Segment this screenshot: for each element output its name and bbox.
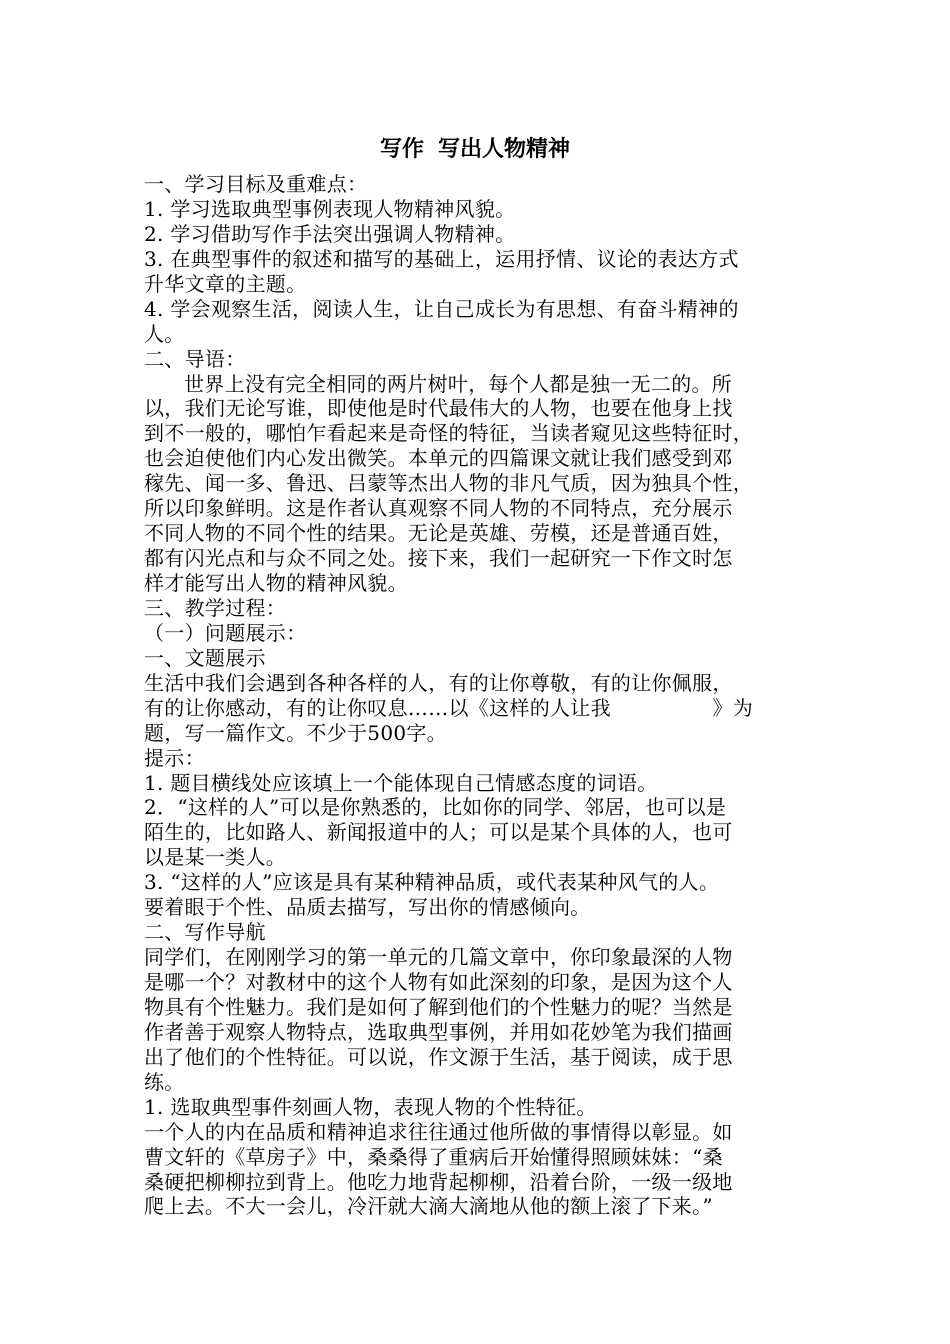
text-line: 以，我们无论写谁，即使他是时代最伟大的人物，也要在他身上找	[144, 396, 733, 421]
goal-item-4: 4. 学会观察生活，阅读人生，让自己成长为有思想、有奋斗精神的	[144, 296, 739, 321]
text-line: 以是某一类人。	[144, 845, 287, 870]
text-line: 曹文轩的《草房子》中，桑桑得了重病后开始懂得照顾妹妹：“桑	[144, 1144, 723, 1169]
hint-item-2: 2．“这样的人”可以是你熟悉的，比如你的同学、邻居，也可以是	[144, 795, 727, 820]
text-line: 练。	[144, 1069, 185, 1094]
subsection-heading: 一、文题展示	[144, 645, 266, 670]
text-line: 到不一般的，哪怕乍看起来是奇怪的特征，当读者窥见这些特征时，	[144, 421, 753, 446]
goal-item-1: 1. 学习选取典型事例表现人物精神风貌。	[144, 196, 516, 221]
text-line: 作者善于观察人物特点，选取典型事例，并用如花妙笔为我们描画	[144, 1019, 733, 1044]
title-part-2: 写出人物精神	[438, 137, 571, 162]
text-line: 生活中我们会遇到各种各样的人，有的让你尊敬，有的让你佩服，	[144, 670, 733, 695]
text-line: 桑硬把柳柳拉到背上。他吃力地背起柳柳，沿着台阶，一级一级地	[144, 1169, 733, 1194]
text-line: 物具有个性魅力。我们是如何了解到他们的个性魅力的呢？当然是	[144, 994, 733, 1019]
text-line: 也会迫使他们内心发出微笑。本单元的四篇课文就让我们感受到邓	[144, 446, 733, 471]
subsection-heading: （一）问题展示：	[144, 620, 307, 645]
text-line: 人。	[144, 321, 185, 346]
intro-paragraph-first-line: 世界上没有完全相同的两片树叶，每个人都是独一无二的。所	[184, 371, 733, 396]
text-line: 样才能写出人物的精神风貌。	[144, 571, 408, 595]
text-line: 有的让你感动，有的让你叹息……以《这样的人让我 》为	[144, 695, 753, 720]
text-line: 是哪一个？对教材中的这个人物有如此深刻的印象，是因为这个人	[144, 970, 733, 994]
method-item-1: 1. 选取典型事件刻画人物，表现人物的个性特征。	[144, 1094, 597, 1119]
subsection-heading: 二、写作导航	[144, 920, 266, 945]
text-line: 不同人物的不同个性的结果。无论是英雄、劳模，还是普通百姓，	[144, 521, 733, 546]
hint-item-1: 1. 题目横线处应该填上一个能体现自己情感态度的词语。	[144, 770, 658, 795]
text-line: 都有闪光点和与众不同之处。接下来，我们一起研究一下作文时怎	[144, 546, 733, 571]
text-line: 题，写一篇作文。不少于500字。	[144, 720, 447, 745]
text-line: 稼先、闻一多、鲁迅、吕蒙等杰出人物的非凡气质，因为独具个性，	[144, 471, 753, 496]
title-part-1: 写作	[379, 137, 424, 162]
section-heading-process: 三、教学过程：	[144, 595, 287, 620]
text-line: 同学们，在刚刚学习的第一单元的几篇文章中，你印象最深的人物	[144, 945, 733, 970]
text-line: 爬上去。不大一会儿，冷汗就大滴大滴地从他的额上滚了下来。”	[144, 1194, 713, 1219]
text-line: 要着眼于个性、品质去描写，写出你的情感倾向。	[144, 895, 591, 920]
hint-item-3: 3. “这样的人”应该是具有某种精神品质，或代表某种风气的人。	[144, 870, 720, 895]
hint-heading: 提示：	[144, 745, 205, 770]
section-heading-intro: 二、导语：	[144, 346, 246, 371]
page-title	[0, 134, 950, 166]
goal-item-2: 2. 学习借助写作手法突出强调人物精神。	[144, 221, 516, 246]
document-body	[144, 172, 824, 1219]
text-line: 一个人的内在品质和精神追求往往通过他所做的事情得以彰显。如	[144, 1119, 733, 1144]
goal-item-3: 3. 在典型事件的叙述和描写的基础上，运用抒情、议论的表达方式	[144, 246, 739, 271]
text-line: 升华文章的主题。	[144, 271, 307, 296]
section-heading-goals: 一、学习目标及重难点：	[144, 172, 368, 196]
text-line: 陌生的，比如路人、新闻报道中的人；可以是某个具体的人，也可	[144, 820, 733, 845]
text-line: 所以印象鲜明。这是作者认真观察不同人物的不同特点，充分展示	[144, 496, 733, 521]
text-line: 出了他们的个性特征。可以说，作文源于生活，基于阅读，成于思	[144, 1044, 733, 1069]
